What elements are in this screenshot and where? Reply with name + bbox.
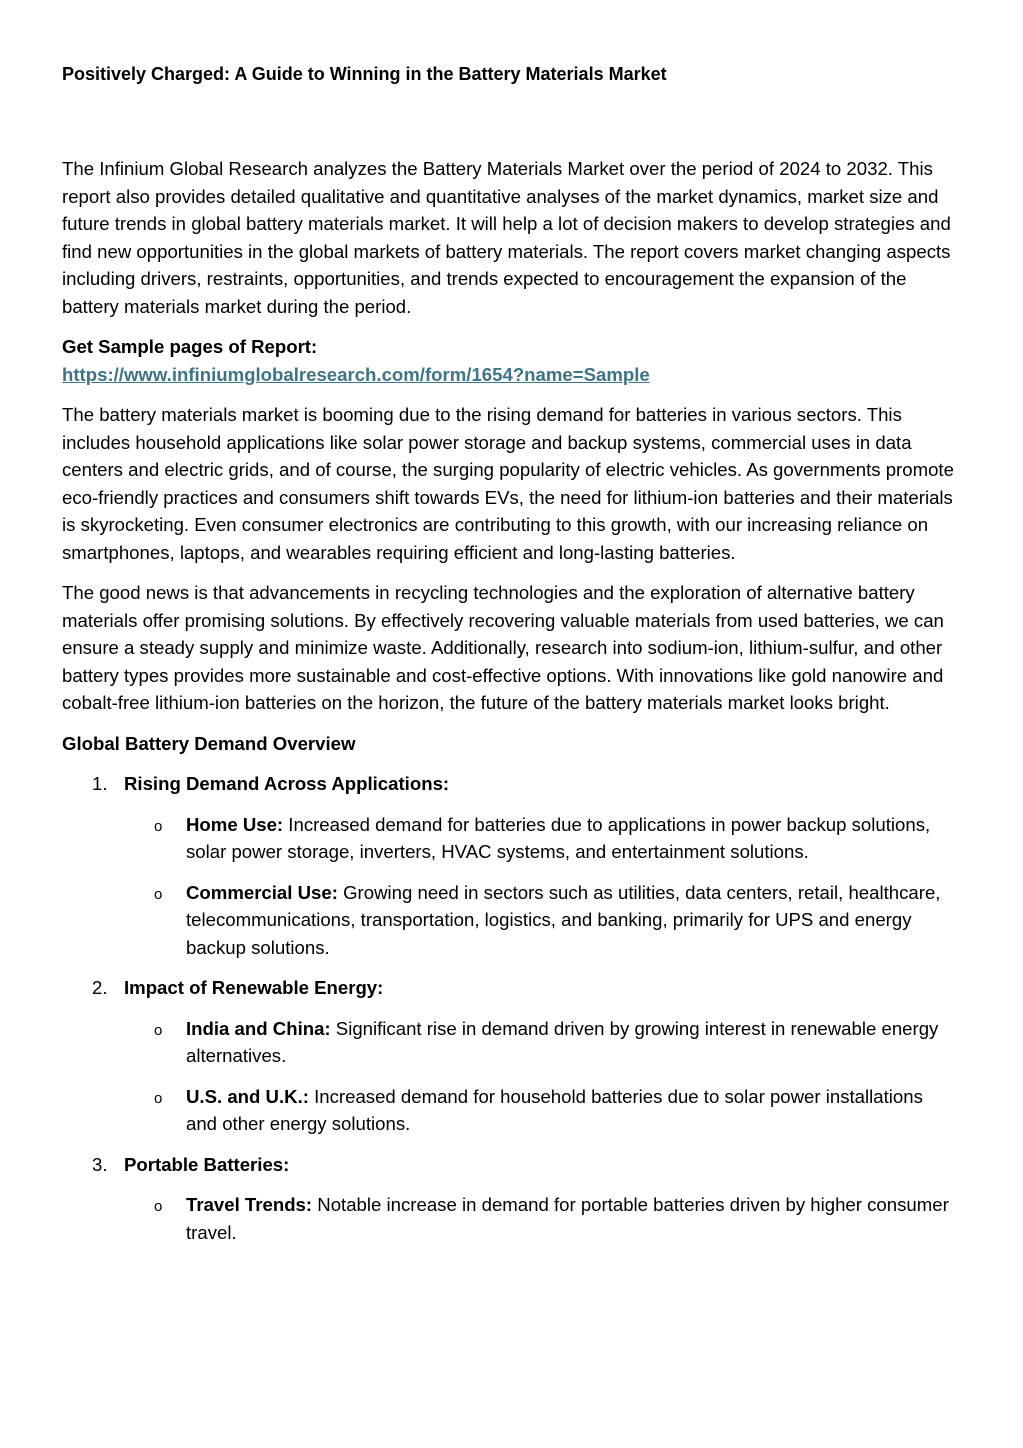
bullet-icon: o [154,1198,163,1215]
sub-item-text: Increased demand for batteries due to applications in power backup solutions, solar power storage, inverters, HVAC systems, and entertainment solutions. [186,813,931,862]
sub-item-term: India and China: [186,1017,331,1039]
document-page [62,60,957,1259]
list-label: Impact of Renewable Energy: [124,977,384,998]
sub-list-item [62,1015,957,1070]
list-label: Portable Batteries: [124,1153,290,1175]
sub-item-term: U.S. and U.K.: [186,1085,309,1107]
section-heading: Global Battery Demand Overview [62,732,356,754]
sub-item-text: Increased demand for household batteries due to solar power installations and other energy solutions. [186,1085,923,1134]
list-label: Rising Demand Across Applications: [124,773,450,794]
sample-link[interactable]: https://www.infiniumglobalresearch.com/form/1654?name=Sample [62,363,650,385]
sub-item-term: Home Use: [186,813,284,835]
bullet-icon: o [154,885,163,903]
list-number: 3. [92,1153,108,1175]
sub-item-text: Notable increase in demand for portable batteries driven by higher consumer travel. [186,1194,949,1243]
intro-paragraph: The Infinium Global Research analyzes the Battery Materials Market over the period of 2024 to 2032. This report also provides detailed qualitative and quantitative analyses of the market dynamics, market size and future trends in global battery materials market. It will help a lot of decision makers to develop strategies and find new opportunities in the global markets of battery materials. The report covers market changing aspects including drivers, restraints, opportunities, and trends expected to encouragement the expansion of the battery materials market during the period. [62,158,951,317]
list-item [62,770,957,798]
sub-list-item [62,879,957,962]
sample-label: Get Sample pages of Report: [62,336,318,357]
list-number: 2. [92,977,108,998]
bullet-icon: o [154,1089,163,1107]
bullet-icon: o [154,1021,163,1039]
recycling-paragraph: The good news is that advancements in recycling technologies and the exploration of alternative battery materials offer promising solutions. By effectively recovering valuable materials from used batteries, we can ensure a steady supply and minimize waste. Additionally, research into sodium-ion, lithium-sulfur, and other battery types provides more sustainable and cost-effective options. With innovations like gold nanowire and cobalt-free lithium-ion batteries on the horizon, the future of the battery materials market looks bright. [62,582,944,713]
sub-item-term: Travel Trends: [186,1194,313,1215]
list-item [62,1151,957,1179]
sub-item-text: Growing need in sectors such as utilities, data centers, retail, healthcare, telecommunications, transportation, logistics, and banking, primarily for UPS and energy backup solutions. [186,881,941,958]
document-title: Positively Charged: A Guide to Winning in the Battery Materials Market [62,64,667,84]
sub-item-text: Significant rise in demand driven by growing interest in renewable energy alternatives. [186,1017,939,1066]
sub-list-item [62,811,957,866]
sub-list-item [62,1191,957,1246]
sub-list-item [62,1083,957,1138]
bullet-icon: o [154,817,163,835]
list-number: 1. [92,773,108,794]
market-paragraph: The battery materials market is booming due to the rising demand for batteries in various sectors. This includes household applications like solar power storage and backup systems, commercial uses in data centers and electric grids, and of course, the surging popularity of electric vehicles. As governments promote eco-friendly practices and consumers shift towards EVs, the need for lithium-ion batteries and their materials is skyrocketing. Even consumer electronics are contributing to this growth, with our increasing reliance on smartphones, laptops, and wearables requiring efficient and long-lasting batteries. [62,404,954,563]
list-item [62,974,957,1002]
sub-item-term: Commercial Use: [186,881,338,903]
